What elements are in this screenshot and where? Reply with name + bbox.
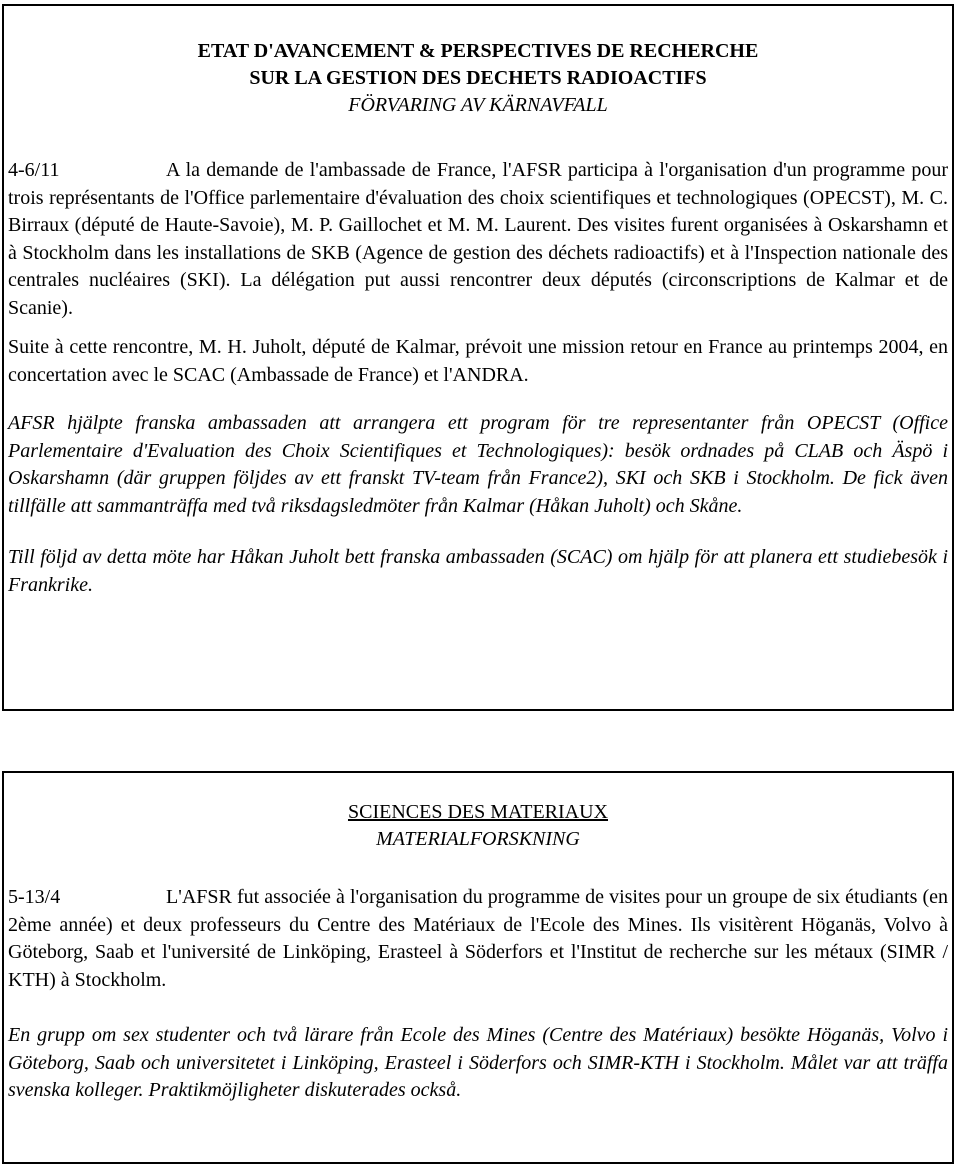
section-heading — [8, 799, 948, 853]
paragraph-swedish-1: AFSR hjälpte franska ambassaden att arrangera ett program för tre representanter från OPECST (Office Parlementaire d'Evaluation des Choix Scientifiques et Technologiques): besök ordnades på CLAB och Äspö i Oskarshamn (där gruppen följdes av ett franskt TV-team från France2), SKI och SKB i Stockholm. De fick även tillfälle att sammanträffa med två riksdagsledmöter från Kalmar (Håkan Juholt) och Skåne. — [8, 412, 948, 517]
section-title-line2: SUR LA GESTION DES DECHETS RADIOACTIFS — [249, 67, 707, 89]
paragraph-french-1 — [8, 157, 948, 322]
paragraph-swedish: En grupp om sex studenter och två lärare från Ecole des Mines (Centre des Matériaux) besökte Höganäs, Volvo i Göteborg, Saab och universitetet i Linköping, Erasteel i Söderfors och SIMR-KTH i Stockholm. Målet var att träffa svenska kolleger. Praktikmöjligheter diskuterades också. — [8, 1024, 948, 1101]
paragraph-french-2: Suite à cette rencontre, M. H. Juholt, député de Kalmar, prévoit une mission retour en France au printemps 2004, en concertation avec le SCAC (Ambassade de France) et l'ANDRA. — [8, 336, 948, 386]
paragraph-french-text: L'AFSR fut associée à l'organisation du programme de visites pour un groupe de six étudiants (en 2ème année) et deux professeurs du Centre des Matériaux de l'Ecole des Mines. Ils visitèrent Höganäs, Volvo à Göteborg, Saab et l'université de Linköping, Erasteel à Söderfors et l'Institut de recherche sur les métaux (SIMR / KTH) à Stockholm. — [8, 886, 948, 991]
section-subtitle-swedish: FÖRVARING AV KÄRNAVFALL — [348, 94, 608, 116]
entry-date: 4-6/11 — [8, 159, 60, 181]
section-box-materials-science — [2, 771, 954, 1164]
section-title-line1: ETAT D'AVANCEMENT & PERSPECTIVES DE RECHERCHE — [197, 40, 759, 62]
paragraph-french — [8, 884, 948, 994]
section-title: SCIENCES DES MATERIAUX — [347, 801, 609, 823]
paragraph-swedish-2: Till följd av detta möte har Håkan Juholt bett franska ambassaden (SCAC) om hjälp för att planera ett studiebesök i Frankrike. — [8, 546, 948, 596]
section-subtitle-swedish: MATERIALFORSKNING — [376, 828, 580, 850]
paragraph-french-1-text: A la demande de l'ambassade de France, l'AFSR participa à l'organisation d'un programme pour trois représentants de l'Office parlementaire d'évaluation des choix scientifiques et technologiques (OPECST), M. C. Birraux (député de Haute-Savoie), M. P. Gaillochet et M. M. Laurent. Des visites furent organisées à Oskarshamn et à Stockholm dans les installations de SKB (Agence de gestion des déchets radioactifs) et à l'Inspection nationale des centrales nucléaires (SKI). La délégation put aussi rencontrer deux députés (circonscriptions de Kalmar et de Scanie). — [8, 159, 948, 319]
entry-date: 5-13/4 — [8, 886, 61, 908]
section-heading — [8, 38, 948, 119]
section-box-radioactive-waste — [2, 4, 954, 711]
